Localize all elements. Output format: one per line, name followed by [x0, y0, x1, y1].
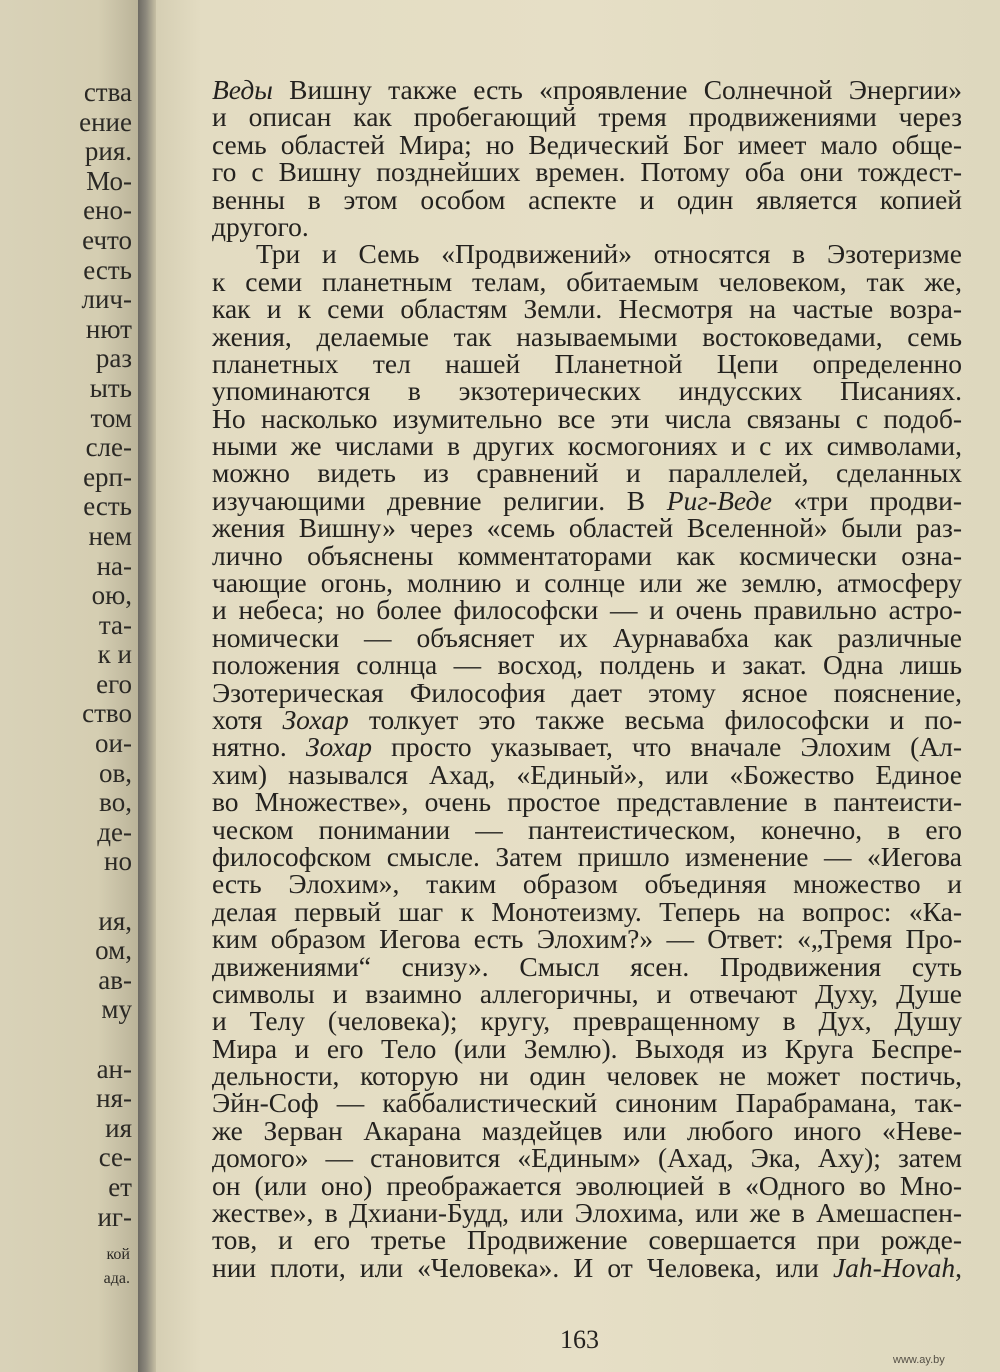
left-page-line: нют	[85, 313, 132, 344]
text-line: жения, делаемые так называемыми востоковедами, семь	[212, 320, 962, 352]
text-line: ческом понимании — пантеистическом, конечно, в его	[212, 813, 962, 845]
text-line: другого.	[212, 210, 309, 242]
left-page-line: та-	[98, 609, 132, 640]
text-line: номически — объясняет их Аурнавабха как различные	[212, 621, 962, 653]
text-line: движениями“ снизу». Смысл ясен. Продвижения суть	[212, 950, 962, 982]
left-page-line: во,	[99, 787, 132, 818]
left-page-line: ерп-	[83, 461, 132, 492]
left-page-line: ия,	[98, 905, 132, 936]
text-line: как и к семи областям Земли. Несмотря на частые возра-	[212, 293, 962, 325]
left-page-line: есть	[83, 254, 132, 285]
text-line: Но насколько изумительно все эти числа связаны с подоб-	[212, 402, 962, 434]
left-page-footnote-line: ада.	[103, 1270, 130, 1287]
left-page	[0, 0, 140, 1372]
text-line: есть Элохим», таким образом объединяя множество и	[212, 868, 962, 900]
left-page-line: ою,	[91, 580, 132, 611]
text-line: ким образом Иегова есть Элохим?» — Ответ: «„Тремя Про-	[212, 923, 962, 955]
text-line: лично объяснены комментаторами как космически озна-	[212, 539, 962, 571]
left-page-text	[79, 78, 132, 1232]
left-page-line: нем	[88, 520, 132, 551]
text-line: жения Вишну» через «семь областей Вселенной» были раз-	[212, 512, 962, 544]
left-page-line: ов,	[99, 757, 132, 788]
left-page-line: ства	[83, 77, 132, 107]
text-line: нии плоти, или «Человека». И от Человека, или Jah-Hovah,	[212, 1251, 962, 1283]
text-line: и небеса; но более философски — и очень правильно астро-	[212, 594, 962, 626]
text-line: ными же числами в других космогониях и с их символами,	[212, 430, 962, 462]
text-line: семь областей Мира; но Ведический Бог имеет мало обще-	[212, 128, 962, 160]
italic-title: Риг-Веде	[666, 484, 772, 516]
left-page-line: се-	[98, 1142, 132, 1173]
text-line: во Множестве», очень простое представление в пантеисти-	[212, 786, 962, 818]
left-page-line: на-	[96, 550, 132, 581]
left-page-line: ан-	[96, 1053, 132, 1084]
italic-title: Веды	[212, 74, 273, 105]
text-line: Мира и его Тело (или Землю). Выходя из Круга Беспре-	[212, 1032, 962, 1064]
text-line: го с Вишну позднейших времен. Потому оба они тождест-	[212, 156, 962, 188]
left-page-line: ет	[108, 1171, 132, 1202]
text-line: домого» — становится «Единым» (Ахад, Эка, Аху); затем	[212, 1142, 962, 1174]
text-line: и описан как пробегающий тремя продвижениями через	[212, 101, 962, 133]
text-line: делая первый шаг к Монотеизму. Теперь на вопрос: «Ка-	[212, 895, 962, 927]
left-page-line: ечто	[82, 224, 132, 255]
text-line: Три и Семь «Продвижений» относятся в Эзотеризме	[256, 238, 962, 270]
left-page-line: рия.	[84, 136, 132, 167]
text-line: изучающими древние религии. В Риг-Веде «три продви-	[212, 484, 962, 516]
text-line: философском смысле. Затем пришло изменение — «Иегова	[212, 840, 962, 872]
left-page-line: но	[104, 846, 132, 877]
italic-title: Зохар	[282, 703, 349, 735]
left-page-line: ои-	[95, 728, 132, 759]
text-line: тов, и его третье Продвижение совершается при рожде-	[212, 1224, 962, 1256]
text-line: Эзотерическая Философия дает этому ясное пояснение,	[212, 676, 962, 708]
text-line: упоминаются в экзотерических индусских Писаниях.	[212, 375, 962, 407]
text-line: он (или оно) преображается эволюцией в «Одного во Мно-	[212, 1169, 962, 1201]
left-page-line: де-	[97, 816, 132, 847]
text-line: можно видеть из сравнений и параллелей, сделанных	[212, 457, 962, 489]
text-line: символы и взаимно аллегоричны, и отвечают Духу, Душе	[212, 977, 962, 1009]
text-line: Веды Вишну также есть «проявление Солнечной Энергии»	[212, 74, 962, 105]
text-line: к семи планетным телам, обитаемым человеком, так же,	[212, 265, 962, 297]
left-page-line: ено-	[83, 195, 132, 226]
book-gutter	[138, 0, 156, 1372]
left-page-line: лич-	[81, 284, 132, 315]
text-line: планетных тел нашей Планетной Цепи определенно	[212, 347, 962, 379]
text-line: хотя Зохар толкует это также весьма философски и по-	[212, 703, 962, 735]
left-page-line: сле-	[85, 432, 132, 463]
left-page-footnote-line: кой	[106, 1246, 130, 1263]
left-page-line: ня-	[96, 1083, 132, 1114]
text-line: чающие огонь, молнию и солнце или же землю, атмосферу	[212, 567, 962, 599]
left-page-line	[79, 1025, 132, 1055]
left-page-line: му	[101, 994, 132, 1025]
left-page-footnote	[104, 1243, 130, 1291]
left-page-line: к и	[97, 639, 132, 670]
left-page-line: ение	[79, 106, 132, 137]
left-page-line: ия	[105, 1112, 132, 1143]
left-page-line: раз	[95, 343, 132, 374]
left-page-line: иг-	[97, 1201, 132, 1232]
left-page-line: том	[90, 402, 132, 433]
left-page-line: его	[96, 668, 132, 699]
left-page-line: ыть	[89, 372, 132, 403]
text-line: венны в этом особом аспекте и один является копией	[212, 183, 962, 215]
main-text-block	[212, 76, 962, 1281]
text-line: хим) назывался Ахад, «Единый», или «Божество Единое	[212, 758, 962, 790]
italic-title: Зохар	[305, 731, 373, 763]
left-page-line: ав-	[98, 964, 132, 995]
italic-title: Jah-Hovah	[832, 1251, 956, 1283]
text-line: Эйн-Соф — каббалистический синоним Парабрамана, так-	[212, 1087, 962, 1119]
left-page-line	[79, 877, 132, 907]
page-number: 163	[560, 1325, 599, 1354]
text-line: жестве», в Дхиани-Будд, или Элохима, или же в Амешаспен-	[212, 1197, 962, 1229]
text-line: дельности, которую ни один человек не может постичь,	[212, 1060, 962, 1092]
text-line: положения солнца — восход, полдень и закат. Одна лишь	[212, 649, 962, 681]
text-line: и Телу (человека); кругу, превращенному в Дух, Душу	[212, 1005, 962, 1037]
text-line: нятно. Зохар просто указывает, что вначале Элохим (Ал-	[212, 731, 962, 763]
left-page-line: ом,	[95, 935, 132, 966]
left-page-line: есть	[83, 491, 132, 522]
left-page-line: ство	[82, 698, 132, 729]
watermark: www.ay.by	[893, 1354, 945, 1366]
text-line: же Зерван Акарана маздейцев или любого иного «Неве-	[212, 1114, 962, 1146]
left-page-line: Мо-	[86, 165, 132, 196]
